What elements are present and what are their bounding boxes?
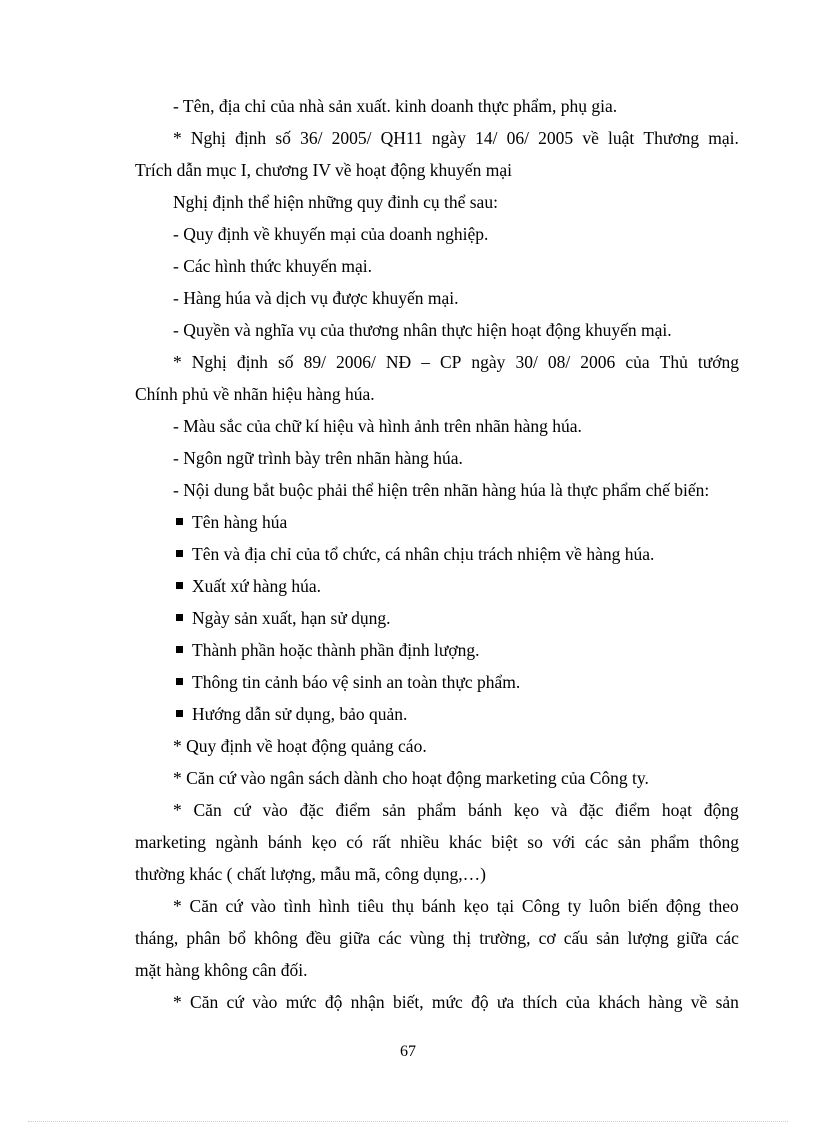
word: mức <box>431 992 463 1012</box>
word: cứ <box>226 992 244 1012</box>
bullet-text: Thông tin cảnh báo vệ sinh an toàn thực phẩm. <box>192 672 521 692</box>
word: rất <box>372 832 391 852</box>
paragraph-line: - Hàng húa và dịch vụ được khuyến mại. <box>173 288 459 308</box>
paragraph-line: - Tên, địa chỉ của nhà sản xuất. kinh doanh thực phẩm, phụ gia. <box>173 96 618 116</box>
bullet-text: Ngày sản xuất, hạn sử dụng. <box>192 608 391 628</box>
word: giữa <box>339 928 371 948</box>
word: cứ <box>225 896 243 916</box>
word: tiêu <box>357 896 384 916</box>
word: trường, <box>479 928 531 948</box>
word: của <box>565 992 591 1012</box>
word: ưa <box>496 992 515 1012</box>
paragraph-line <box>135 890 739 922</box>
word: vào <box>250 896 276 916</box>
word: có <box>346 832 363 852</box>
word: nhiều <box>400 832 440 852</box>
bullet-text: Tên hàng húa <box>192 512 288 532</box>
word: đặc <box>299 800 324 820</box>
square-bullet-icon <box>176 518 183 525</box>
word: vào <box>252 992 278 1012</box>
word: động <box>703 800 739 820</box>
word: tướng <box>697 352 739 372</box>
word: độ <box>324 992 343 1012</box>
word: về <box>690 992 708 1012</box>
word: 2006 <box>580 352 616 372</box>
paragraph-line: - Quyền và nghĩa vụ của thương nhân thực hiện hoạt động khuyến mại. <box>173 320 672 340</box>
square-bullet-icon <box>176 582 183 589</box>
word: thích <box>522 992 558 1012</box>
word: định <box>235 128 267 148</box>
word: thị <box>452 928 472 948</box>
word: đều <box>305 928 332 948</box>
word: Thương <box>643 128 700 148</box>
paragraph-line <box>135 794 739 826</box>
word: của <box>625 352 650 372</box>
word: so <box>527 832 543 852</box>
word: sản <box>715 992 739 1012</box>
word: CP <box>439 352 462 372</box>
page-number: 67 <box>400 1043 416 1060</box>
word: bánh <box>267 832 302 852</box>
word: khách <box>598 992 641 1012</box>
word: ngày <box>471 352 506 372</box>
word: đặc <box>579 800 604 820</box>
word: số <box>275 128 291 148</box>
word: biết, <box>392 992 424 1012</box>
word: hình <box>318 896 350 916</box>
word: luật <box>608 128 635 148</box>
word: cứ <box>233 800 251 820</box>
bullet-item <box>135 698 739 730</box>
word: giữa <box>676 928 708 948</box>
word: theo <box>708 896 739 916</box>
paragraph-line: mặt hàng không cân đối. <box>135 960 308 980</box>
word: biệt <box>491 832 518 852</box>
bullet-text: Hướng dẫn sử dụng, bảo quản. <box>192 704 408 724</box>
paragraph-line <box>135 826 739 858</box>
word: phân <box>186 928 221 948</box>
paragraph-line <box>135 922 739 954</box>
paragraph-line: Chính phủ về nhãn hiệu hàng húa. <box>135 384 375 404</box>
word: định <box>236 352 268 372</box>
word: mức <box>285 992 317 1012</box>
word: kẹo <box>513 800 540 820</box>
word: kẹo <box>463 896 489 916</box>
square-bullet-icon <box>176 646 183 653</box>
word: 36/ <box>300 128 323 148</box>
word: lượng <box>627 928 669 948</box>
word: * <box>173 896 182 916</box>
word: động <box>665 896 701 916</box>
paragraph-line <box>135 122 739 154</box>
word: điểm <box>615 800 651 820</box>
word: 14/ <box>475 128 498 148</box>
bullet-item <box>135 602 739 634</box>
word: 08/ <box>547 352 571 372</box>
word: thụ <box>391 896 414 916</box>
word: 2006/ <box>335 352 376 372</box>
paragraph-line: - Các hình thức khuyến mại. <box>173 256 373 276</box>
square-bullet-icon <box>176 710 183 717</box>
word: ngành <box>215 832 259 852</box>
bullet-item <box>135 666 739 698</box>
paragraph-line: Nghị định thể hiện những quy đinh cụ thể sau: <box>173 192 498 212</box>
word: không <box>254 928 298 948</box>
word: bánh <box>421 896 456 916</box>
word: tháng, <box>135 928 179 948</box>
word: * <box>173 352 182 372</box>
word: tại <box>496 896 515 916</box>
word: vùng <box>409 928 445 948</box>
word: sản <box>617 832 642 852</box>
paragraph-line <box>135 986 739 1018</box>
bullet-item <box>135 506 739 538</box>
paragraph-line: * Quy định về hoạt động quảng cáo. <box>173 736 427 756</box>
word: Căn <box>190 992 219 1012</box>
bullet-text: Xuất xứ hàng húa. <box>192 576 322 596</box>
word: khác <box>448 832 482 852</box>
word: 06/ <box>506 128 530 148</box>
word: về <box>582 128 599 148</box>
word: kẹo <box>311 832 337 852</box>
word: phẩm <box>417 800 457 820</box>
word: thông <box>699 832 739 852</box>
word: cơ <box>538 928 556 948</box>
word: nhận <box>350 992 385 1012</box>
square-bullet-icon <box>176 614 183 621</box>
word: Thủ <box>659 352 688 372</box>
word: * <box>173 992 182 1012</box>
paragraph-line: - Ngôn ngữ trình bày trên nhãn hàng húa. <box>173 448 463 468</box>
word: các <box>378 928 402 948</box>
word: ngày <box>431 128 466 148</box>
word: vào <box>262 800 288 820</box>
word: marketing <box>135 832 206 852</box>
word: luôn <box>589 896 621 916</box>
word: Công <box>521 896 560 916</box>
word: Nghị <box>190 128 226 148</box>
word: NĐ <box>385 352 412 372</box>
word: * <box>173 800 182 820</box>
word: Nghị <box>191 352 227 372</box>
word: 2005/ <box>331 128 372 148</box>
bullet-text: Tên và địa chỉ của tổ chức, cá nhân chịu trách nhiệm về hàng húa. <box>192 544 655 564</box>
word: ty <box>567 896 582 916</box>
body-text <box>135 90 739 1018</box>
paragraph-line <box>135 346 739 378</box>
page-bottom-divider <box>28 1121 788 1122</box>
word: bổ <box>228 928 246 948</box>
paragraph-line: - Quy định về khuyến mại của doanh nghiệp. <box>173 224 489 244</box>
bullet-item <box>135 570 739 602</box>
square-bullet-icon <box>176 678 183 685</box>
word: 30/ <box>515 352 538 372</box>
word: và <box>550 800 568 820</box>
word: các <box>715 928 739 948</box>
word: 2005 <box>538 128 574 148</box>
paragraph-line: * Căn cứ vào ngân sách dành cho hoạt động marketing của Công ty. <box>173 768 649 788</box>
word: bánh <box>468 800 503 820</box>
word: hàng <box>648 992 683 1012</box>
word: tình <box>283 896 311 916</box>
word: các <box>584 832 609 852</box>
word: mại. <box>708 128 739 148</box>
word: QH11 <box>380 128 423 148</box>
bullet-item <box>135 538 739 570</box>
word: độ <box>471 992 489 1012</box>
word: Căn <box>193 800 222 820</box>
square-bullet-icon <box>176 550 183 557</box>
word: Căn <box>189 896 218 916</box>
paragraph-line: - Nội dung bắt buộc phải thể hiện trên nhãn hàng húa là thực phẩm chế biến: <box>173 480 710 500</box>
word: sản <box>596 928 620 948</box>
bullet-text: Thành phần hoặc thành phần định lượng. <box>192 640 480 660</box>
word: cấu <box>563 928 588 948</box>
word: hoạt <box>661 800 693 820</box>
paragraph-line: thường khác ( chất lượng, mẫu mã, công dụng,…) <box>135 864 486 884</box>
paragraph-line: Trích dẫn mục I, chương IV về hoạt động khuyến mại <box>135 160 512 180</box>
word: điểm <box>335 800 371 820</box>
word: – <box>421 352 430 372</box>
word: biến <box>627 896 659 916</box>
word: sản <box>382 800 406 820</box>
bullet-item <box>135 634 739 666</box>
word: với <box>552 832 576 852</box>
paragraph-line: - Màu sắc của chữ kí hiệu và hình ảnh trên nhãn hàng húa. <box>173 416 582 436</box>
word: 89/ <box>303 352 326 372</box>
word: * <box>173 128 182 148</box>
word: phẩm <box>650 832 690 852</box>
word: số <box>277 352 294 372</box>
